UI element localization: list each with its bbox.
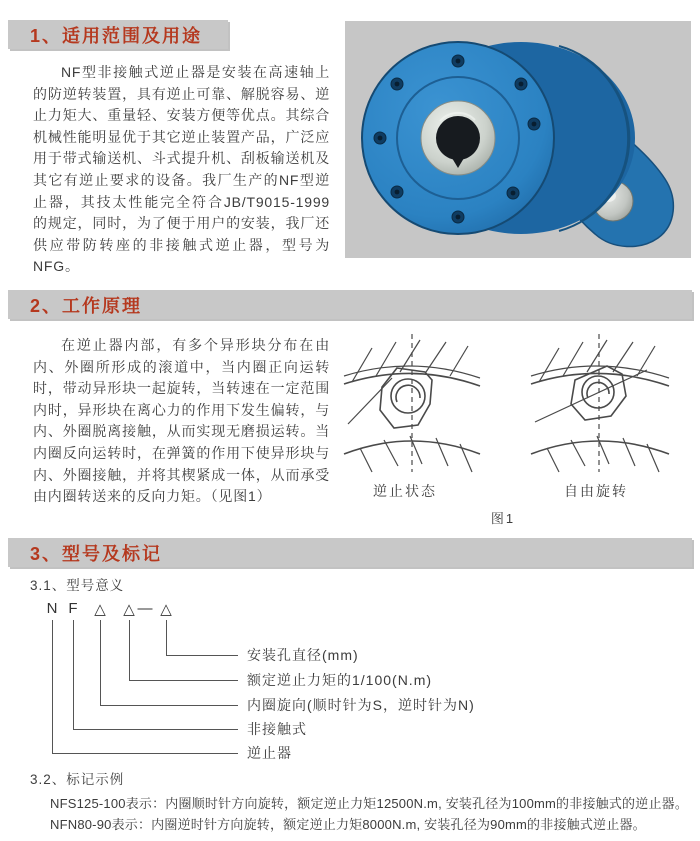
model-label-non-contact: 非接触式 bbox=[247, 721, 307, 737]
figure1-right-diagram bbox=[527, 332, 672, 474]
model-connector-line bbox=[52, 620, 238, 754]
section1-paragraph: NF型非接触式逆止器是安装在高速轴上的防逆转装置，具有逆止可靠、解脱容易、逆止力矩大、重量轻、安装方便等优点。其综合机械性能明显优于其它逆止装置产品，广泛应用于带式输送机、斗式提升机、刮板输送机及其它有逆止要求的设备。我厂生产的NF型逆止器，其技太性能完全符合JB/T9015-1999的规定，同时，为了便于用户的安装，我厂还供应带防转座的非接触式逆止器，型号为NFG。 bbox=[33, 64, 330, 275]
section2-title: 2、工作原理 bbox=[30, 295, 143, 316]
section3-title: 3、型号及标记 bbox=[30, 543, 163, 564]
section3-sub2-heading: 3.2、标记示例 bbox=[30, 772, 125, 787]
section2-paragraph: 在逆止器内部，有多个异形块分布在由内、外圈所形成的滚道中，当内圈正向运转时，带动异形块一起旋转，当转速在一定范围内时，异形块在离心力的作用下发生偏转，与内、外圈脱离接触，从而实现无磨损运转。当内圈反向运转时，在弹簧的作用下使异形块与内、外圈接触，并将其楔紧成一体，从而承受由内圈转送来的反向力矩。（见图1） bbox=[33, 337, 330, 505]
figure1-caption: 图1 bbox=[490, 511, 516, 526]
model-code-triangle-3: △ bbox=[160, 601, 172, 618]
model-code-triangle-2: △ bbox=[123, 601, 135, 618]
figure1-left-diagram bbox=[342, 332, 482, 474]
section3-header-bar bbox=[8, 538, 692, 567]
model-label-backstop: 逆止器 bbox=[247, 745, 292, 761]
model-label-rated-torque: 额定逆止力矩的1/100(N.m) bbox=[247, 672, 433, 688]
figure1-right-caption: 自由旋转 bbox=[564, 483, 628, 499]
marking-example-1: NFS125-100表示：内圈顺时针方向旋转，额定逆止力矩12500N.m, 安装孔径为100mm的非接触式的逆止器。 bbox=[50, 796, 689, 811]
figure1-left-caption: 逆止状态 bbox=[373, 483, 437, 499]
model-code-letter-f: F bbox=[68, 600, 78, 617]
section2-header-bar bbox=[8, 290, 692, 319]
model-code-dash: — bbox=[137, 600, 153, 617]
model-code-letter-n: N bbox=[46, 600, 58, 617]
product-photo bbox=[345, 21, 691, 258]
backstop-product-image bbox=[345, 21, 691, 258]
marking-example-2: NFN80-90表示：内圈逆时针方向旋转，额定逆止力矩8000N.m, 安装孔径为90mm的非接触式逆止器。 bbox=[50, 817, 646, 832]
model-label-bore-diameter: 安装孔直径(mm) bbox=[247, 647, 359, 663]
section1-header-bar bbox=[8, 20, 228, 49]
section3-sub1-heading: 3.1、型号意义 bbox=[30, 578, 125, 593]
model-label-inner-rotation: 内圈旋向(顺时针为S，逆时针为N) bbox=[247, 697, 475, 713]
section1-title: 1、适用范围及用途 bbox=[30, 25, 203, 46]
model-code-triangle-1: △ bbox=[94, 601, 106, 618]
